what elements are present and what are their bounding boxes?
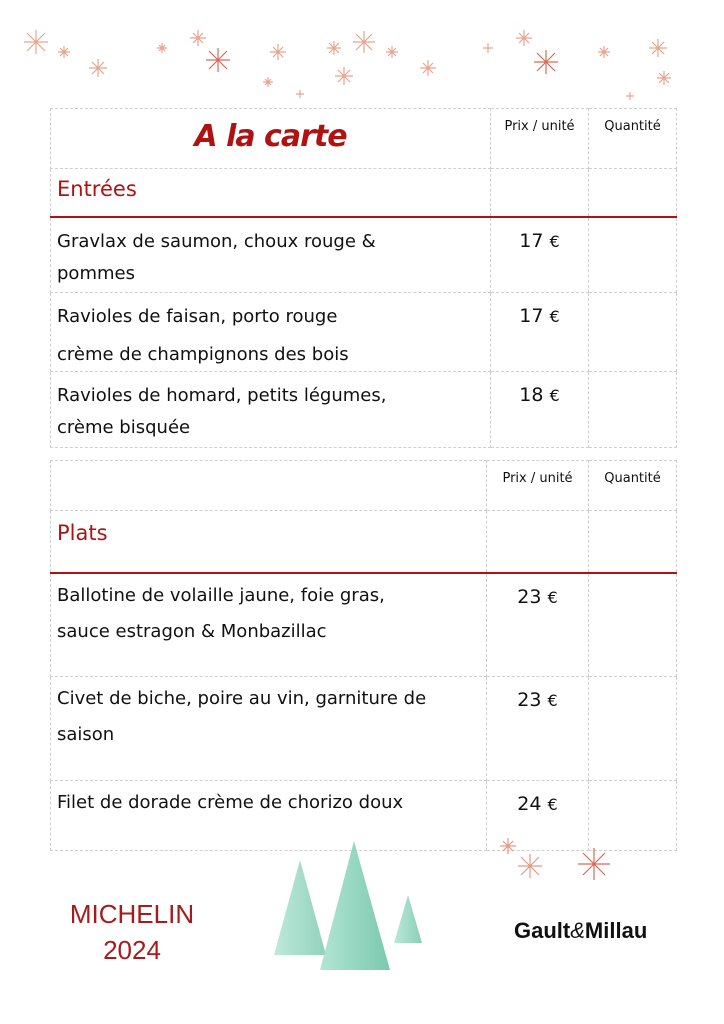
item-price: 18 € [491, 372, 589, 448]
price-column-header: Prix / unité [487, 461, 589, 511]
entrees-table [50, 108, 677, 448]
menu-item [51, 677, 677, 781]
christmas-trees-icon [270, 835, 430, 975]
plats-table [50, 460, 677, 851]
quantity-cell[interactable] [589, 217, 677, 293]
item-description: Civet de biche, poire au vin, garniture de saison [51, 677, 487, 781]
menu-item [51, 372, 677, 448]
menu-title: A la carte [51, 109, 491, 169]
item-price: 23 € [487, 677, 589, 781]
item-description: Ravioles de faisan, porto rouge crème de champignons des bois [51, 293, 491, 372]
section-title-plats: Plats [51, 511, 487, 573]
michelin-badge: MICHELIN 2024 [69, 899, 195, 965]
price-column-header: Prix / unité [491, 109, 589, 169]
quantity-cell[interactable] [589, 293, 677, 372]
quantity-cell[interactable] [589, 677, 677, 781]
menu-item [51, 573, 677, 677]
menu-item [51, 293, 677, 372]
quantity-column-header: Quantité [589, 109, 677, 169]
gault-millau-logo: Gault&Millau [514, 918, 648, 943]
quantity-cell[interactable] [589, 573, 677, 677]
snowflake-decoration [0, 0, 724, 110]
snowflake-decoration [490, 826, 630, 896]
item-price: 17 € [491, 217, 589, 293]
item-price: 24 € [487, 781, 589, 851]
item-description: Filet de dorade crème de chorizo doux [51, 781, 487, 851]
item-description: Gravlax de saumon, choux rouge & pommes [51, 217, 491, 293]
item-price: 17 € [491, 293, 589, 372]
item-description: Ravioles de homard, petits légumes, crème bisquée [51, 372, 491, 448]
section-title-entrees: Entrées [51, 169, 491, 217]
item-description: Ballotine de volaille jaune, foie gras, sauce estragon & Monbazillac [51, 573, 487, 677]
quantity-column-header: Quantité [589, 461, 677, 511]
quantity-cell[interactable] [589, 372, 677, 448]
menu-item [51, 217, 677, 293]
item-price: 23 € [487, 573, 589, 677]
